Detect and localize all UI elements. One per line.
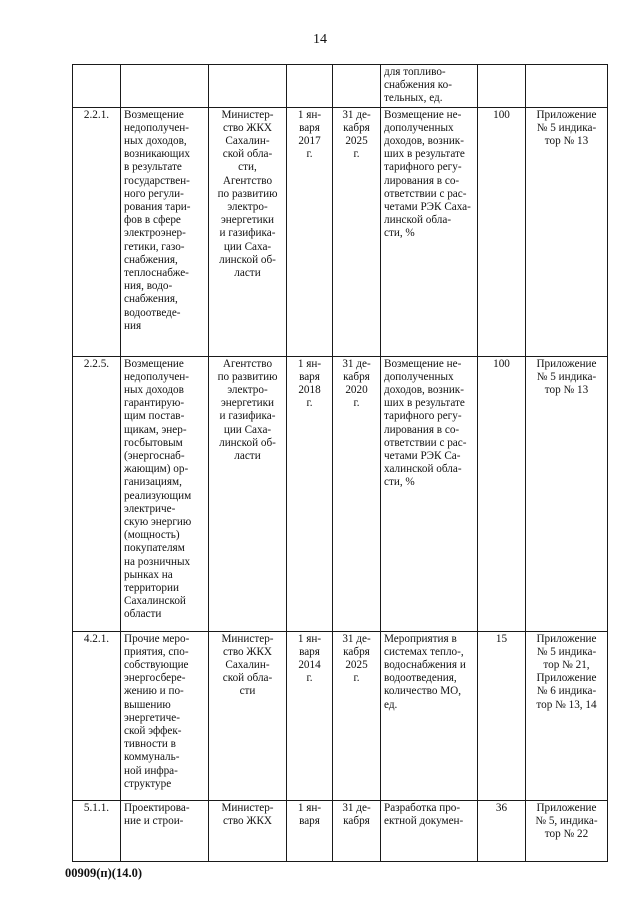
table-row [73, 800, 608, 861]
cell-appendix: Приложение № 5 индика- тор № 13 [526, 107, 608, 356]
cell-number: 4.2.1. [73, 631, 121, 800]
cell-number: 5.1.1. [73, 800, 121, 861]
cell-value [478, 65, 526, 108]
cell-measure-name: Прочие меро- приятия, спо- собствующие энергосбере- жению и по- вышению энергетиче- ской эффек- тивности в коммуналь- ной инфра- структуре [121, 631, 209, 800]
cell-executor: Министер- ство ЖКХ [209, 800, 287, 861]
cell-value: 100 [478, 356, 526, 631]
table-row [73, 107, 608, 356]
cell-appendix: Приложение № 5 индика- тор № 21, Приложение № 6 индика- тор № 13, 14 [526, 631, 608, 800]
cell-measure-name: Проектирова- ние и строи- [121, 800, 209, 861]
cell-indicator: Мероприятия в системах тепло-, водоснабжения и водоотведения, количество МО, ед. [381, 631, 478, 800]
cell-number: 2.2.1. [73, 107, 121, 356]
table-row [73, 631, 608, 800]
cell-indicator: Разработка про- ектной докумен- [381, 800, 478, 861]
cell-number: 2.2.5. [73, 356, 121, 631]
cell-indicator: Возмещение не- дополученных доходов, возник- ших в результате тарифного регу- лирования в со- ответствии с рас- четами РЭК Са- халинской обла- сти, % [381, 356, 478, 631]
cell-appendix: Приложение № 5, индика- тор № 22 [526, 800, 608, 861]
cell-executor [209, 65, 287, 108]
cell-start-date: 1 ян- варя [287, 800, 333, 861]
cell-value: 36 [478, 800, 526, 861]
cell-measure-name: Возмещение недополучен- ных доходов гарантирую- щим постав- щикам, энер- госбытовым (энергоснаб- жающим) ор- ганизациям, реализующим электриче- скую энергию (мощность) покупателям на розничных рынках на территории Сахалинской области [121, 356, 209, 631]
cell-indicator: Возмещение не- дополученных доходов, возник- ших в результате тарифного регу- лирования в со- ответствии с рас- четами РЭК Саха- линской обла- сти, % [381, 107, 478, 356]
cell-end-date: 31 де- кабря [333, 800, 381, 861]
cell-measure-name [121, 65, 209, 108]
cell-start-date: 1 ян- варя 2014 г. [287, 631, 333, 800]
cell-appendix: Приложение № 5 индика- тор № 13 [526, 356, 608, 631]
cell-start-date [287, 65, 333, 108]
page-number: 14 [313, 32, 327, 47]
cell-end-date: 31 де- кабря 2025 г. [333, 107, 381, 356]
cell-measure-name: Возмещение недополучен- ных доходов, возникающих в результате государствен- ного регули- рования тари- фов в сфере электроэнер- гетики, газо- снабжения, теплоснабже- ния, водо- снабжения, водоотведе- ния [121, 107, 209, 356]
cell-start-date: 1 ян- варя 2017 г. [287, 107, 333, 356]
cell-number [73, 65, 121, 108]
cell-start-date: 1 ян- варя 2018 г. [287, 356, 333, 631]
cell-value: 15 [478, 631, 526, 800]
table-row [73, 356, 608, 631]
cell-value: 100 [478, 107, 526, 356]
cell-appendix [526, 65, 608, 108]
table-row [73, 65, 608, 108]
cell-end-date: 31 де- кабря 2020 г. [333, 356, 381, 631]
cell-indicator: для топливо- снабжения ко- тельных, ед. [381, 65, 478, 108]
cell-executor: Агентство по развитию электро- энергетики и газифика- ции Саха- линской об- ласти [209, 356, 287, 631]
measures-table [72, 64, 608, 862]
cell-end-date [333, 65, 381, 108]
cell-executor: Министер- ство ЖКХ Сахалин- ской обла- сти, Агентство по развитию электро- энергетики и газифика- ции Саха- линской об- ласти [209, 107, 287, 356]
cell-executor: Министер- ство ЖКХ Сахалин- ской обла- сти [209, 631, 287, 800]
document-code: 00909(п)(14.0) [65, 866, 142, 880]
cell-end-date: 31 де- кабря 2025 г. [333, 631, 381, 800]
